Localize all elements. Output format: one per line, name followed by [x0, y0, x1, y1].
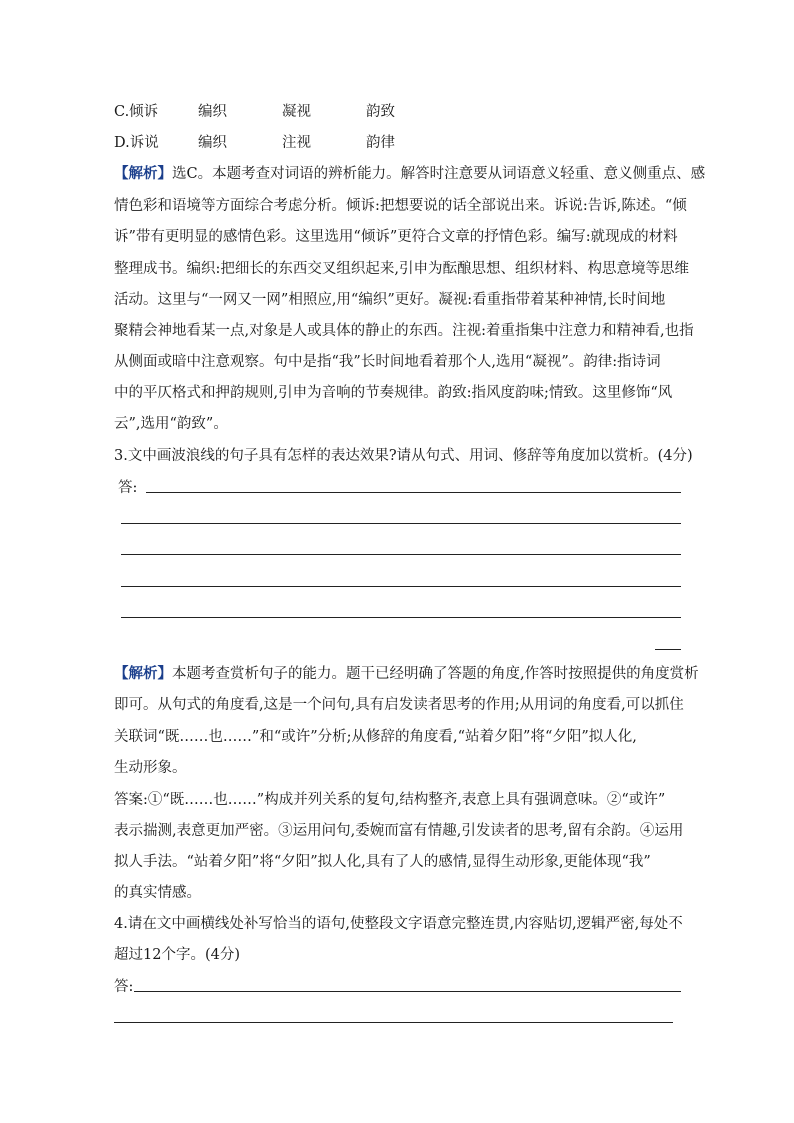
answer-4-blank-1[interactable]: [134, 991, 681, 992]
option-c: [114, 102, 395, 122]
option-d-word-3: 韵律: [366, 135, 395, 151]
option-d-word-2: 注视: [282, 135, 311, 151]
analysis-tag: 【解析】: [114, 165, 172, 182]
answer-3-line: 拟人手法。“站着夕阳”将“夕阳”拟人化,具有了人的感情,显得生动形象,更能体现“我”: [114, 854, 651, 870]
analysis-1-line: 从侧面或暗中注意观察。句中是指“我”长时间地看着那个人,选用“凝视”。韵律:指诗词: [114, 354, 661, 370]
analysis-2-line: 【解析】本题考查赏析句子的能力。题干已经明确了答题的角度,作答时按照提供的角度赏析: [114, 665, 699, 682]
analysis-1-line: 云”,选用“韵致”。: [114, 416, 228, 432]
answer-4-blank-2[interactable]: [114, 1022, 673, 1023]
option-c-word-3: 韵致: [366, 104, 395, 120]
answer-3-blank-6[interactable]: [655, 649, 681, 650]
answer-3-line: 答案:①“既……也……”构成并列关系的复句,结构整齐,表意上具有强调意味。②“或许”: [114, 792, 666, 808]
answer-3-blank-2[interactable]: [121, 523, 681, 524]
answer-3-blank-5[interactable]: [121, 617, 681, 618]
analysis-1-line: 情色彩和语境等方面综合考虑分析。倾诉:把想要说的话全部说出来。诉说:告诉,陈述。“倾: [114, 198, 687, 214]
question-4-line: 4.请在文中画横线处补写恰当的语句,使整段文字语意完整连贯,内容贴切,逻辑严密,每处不: [114, 916, 683, 932]
answer-3-line: 表示揣测,表意更加严密。③运用问句,委婉而富有情趣,引发读者的思考,留有余韵。④运用: [114, 823, 684, 839]
analysis-2-line: 即可。从句式的角度看,这是一个问句,具有启发读者思考的作用;从用词的角度看,可以抓住: [114, 697, 684, 713]
answer-3-blank-3[interactable]: [121, 554, 681, 555]
question-4-line: 超过12个字。(4分): [114, 947, 240, 963]
question-3: 3.文中画波浪线的句子具有怎样的表达效果?请从句式、用词、修辞等角度加以赏析。(4分): [114, 448, 693, 464]
option-d-label: D.诉说: [114, 135, 159, 151]
option-c-word-1: 编织: [198, 104, 227, 120]
analysis-2-line: 生动形象。: [114, 760, 187, 776]
answer-4-label: 答:: [114, 979, 134, 995]
analysis-tag: 【解析】: [114, 665, 172, 682]
option-d: [114, 133, 395, 153]
analysis-1-line: 诉”带有更明显的感情色彩。这里选用“倾诉”更符合文章的抒情色彩。编写:就现成的材料: [114, 229, 678, 245]
answer-3-blank-4[interactable]: [121, 586, 681, 587]
option-c-word-2: 凝视: [282, 104, 311, 120]
answer-3-label: 答:: [118, 480, 138, 496]
analysis-1-line: 整理成书。编织:把细长的东西交叉组织起来,引申为酝酿思想、组织材料、构思意境等思维: [114, 261, 689, 277]
analysis-1-line: 聚精会神地看某一点,对象是人或具体的静止的东西。注视:着重指集中注意力和精神看,也指: [114, 323, 694, 339]
analysis-2-line: 关联词“既……也……”和“或许”分析;从修辞的角度看,“站着夕阳”将“夕阳”拟人化,: [114, 729, 637, 745]
analysis-1-line: 【解析】选C。本题考查对词语的辨析能力。解答时注意要从词语意义轻重、意义侧重点、感: [114, 165, 706, 182]
analysis-1-line: 活动。这里与“一网又一网”相照应,用“编织”更好。凝视:看重指带着某种神情,长时间地: [114, 292, 666, 308]
answer-3-blank-1[interactable]: [146, 492, 681, 493]
analysis-1-line: 中的平仄格式和押韵规则,引申为音响的节奏规律。韵致:指风度韵味;情致。这里修饰“风: [114, 385, 673, 401]
answer-3-line: 的真实情感。: [114, 885, 201, 901]
option-d-word-1: 编织: [198, 135, 227, 151]
option-c-label: C.倾诉: [114, 104, 159, 120]
